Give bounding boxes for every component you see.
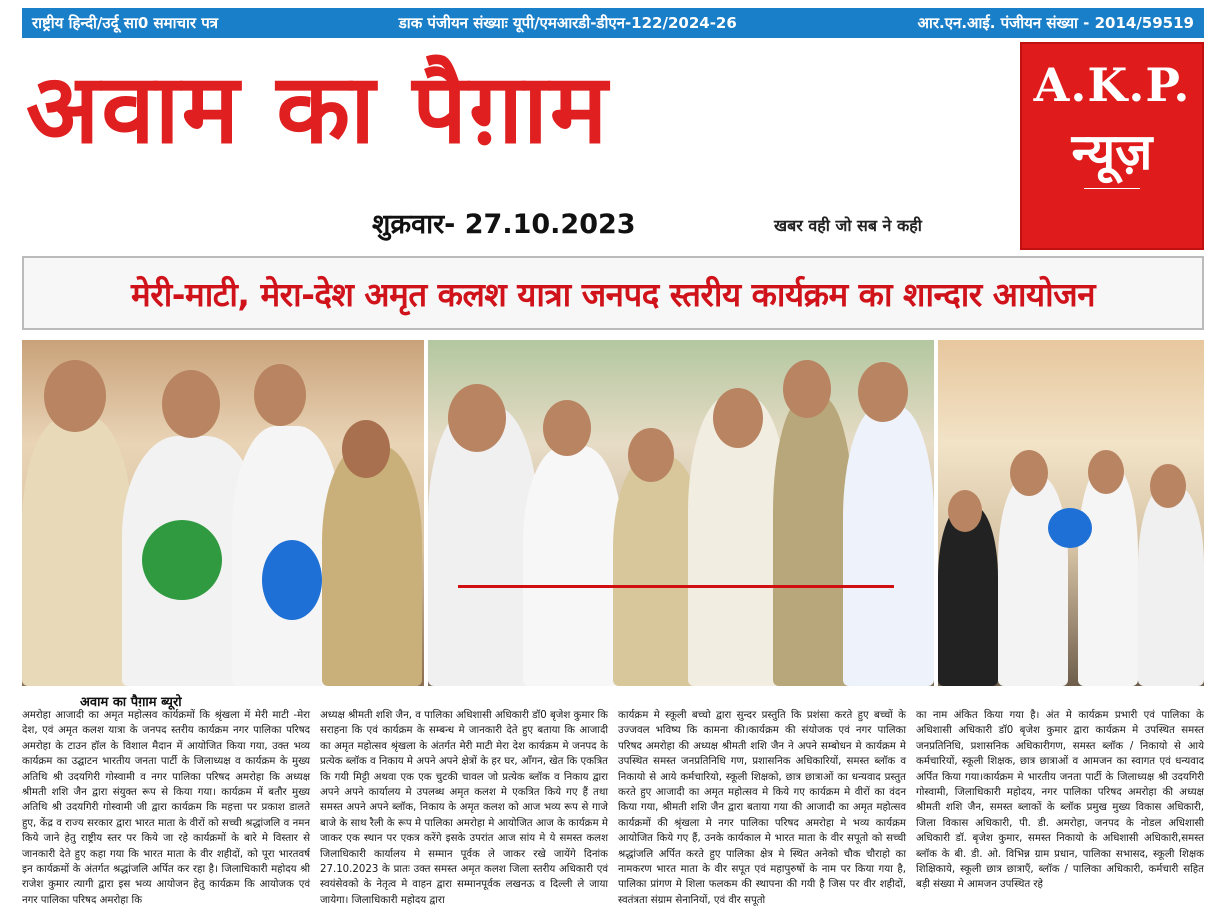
event-photo-1 xyxy=(22,340,424,686)
postal-registration: डाक पंजीयन संख्याः यूपी/एमआरडी-डीएन-122/2024-26 xyxy=(398,14,737,32)
akp-news-logo xyxy=(1020,42,1204,250)
article-column-1: अमरोहा आजादी का अमृत महोत्सव कार्यक्रमों कि श्रृंखला में मेरी माटी -मेरा देश, एवं अमृत कलश यात्रा के जनपद स्तरीय कार्यक्रम नगर पालिका परिषद अमरोहा के टाउन हॉल के विशाल मैदान में आयोजित किया गया, उक्त भव्य कार्यक्रम का उद्घाटन भारतीय जनता पार्टी के जिलाध्यक्ष व कार्यक्रम के मुख्य अतिथि श्री उदयगिरी गोस्वामी व नगर पालिका परिषद अमरोहा कि अध्यक्ष श्रीमती शशि जैन द्वारा संयुक्त रूप से किया गया। कार्यक्रम में बतौर मुख्य अतिथि श्री उदयगिरी गोस्वामी जी द्वारा कार्यक्रम कि महत्ता पर प्रकाश डालते हुए, केंद्र व राज्य सरकार द्वारा भारत माता के वीरों को सच्ची श्रद्धांजलि व नमन किये जाने हेतु राष्ट्रीय स्तर पर किये जा रहे कार्यक्रमों के बारे मे विस्तार से जानकारी देते हुए कहा गया कि भारत माता के वीर शहीदों, को पूरा भारतवर्ष इन कार्यक्रमों के अंतर्गत श्रद्धांजलि अर्पित कर रहा है। जिलाधिकारी महोदय श्री राजेश कुमार त्यागी द्वारा इस भव्य आयोजन हेतु कार्यक्रम कि आयोजक एवं नगर पालिका परिषद अमरोहा कि xyxy=(22,710,310,906)
photo-figure xyxy=(1138,486,1204,686)
photo-figure-head xyxy=(628,428,674,482)
amrit-kalash xyxy=(262,540,322,620)
amrit-kalash xyxy=(1048,508,1092,548)
logo-text-news: न्यूज़ xyxy=(1071,123,1153,181)
photo-figure-head xyxy=(713,388,763,448)
tagline: खबर वही जो सब ने कही xyxy=(774,216,922,235)
photo-figure xyxy=(1078,466,1138,686)
photo-figure xyxy=(22,416,132,686)
photo-figure xyxy=(523,446,623,686)
photo-figure-head xyxy=(342,420,390,478)
logo-text-akp: A.K.P. xyxy=(1033,58,1191,112)
photo-figure-head xyxy=(254,364,306,426)
top-info-bar xyxy=(22,8,1204,38)
logo-seal xyxy=(1084,188,1141,204)
event-photo-3 xyxy=(938,340,1204,686)
headline-box xyxy=(22,256,1204,330)
newspaper-type: राष्ट्रीय हिन्दी/उर्दू सा0 समाचार पत्र xyxy=(32,14,219,32)
photo-figure xyxy=(843,406,934,686)
article-column-4: का नाम अंकित किया गया है। अंत मे कार्यक्रम प्रभारी एवं पालिका के अधिशासी अधिकारी डॉ0 बृजेश कुमार द्वारा कार्यक्रम मे उपस्थित समस्त जनप्रतिनिधि, प्रशासनिक अधिकारीगण, समस्त ब्लॉक / निकायो से आये कर्मचारियों, स्कूली शिक्षक, छात्र छात्राओं व आमजन का स्वागत एवं धन्यवाद अर्पित किया गया।कार्यक्रम मे भारतीय जनता पार्टी के जिलाध्यक्ष श्री उदयगिरी गोस्वामी, जिलाधिकारी महोदय, नगर पालिका परिषद अमरोहा की अध्यक्ष श्रीमती शशि जैन, समस्त ब्लाकों के ब्लॉक प्रमुख मुख्य विकास अधिकारी, जिला विकास अधिकारी, पी. डी. अमरोहा, जनपद के नोडल अधिशासी अधिकारी डॉ. बृजेश कुमार, समस्त निकायो के अधिशासी अधिकारी,समस्त ब्लॉक के बी. डी. ओ. विभिन्न ग्राम प्रधान, पालिका सभासद, स्कूली शिक्षक शिक्षिकाये, स्कूली छात्र छात्राएँ, ब्लॉक / पालिका अधिकारी, कर्मचारी सहित बड़ी संख्या मे आमजन उपस्थित रहे xyxy=(916,710,1204,891)
photo-figure-head xyxy=(1150,464,1186,508)
byline: अवाम का पैग़ाम ब्यूरो xyxy=(80,695,182,710)
rni-registration: आर.एन.आई. पंजीयन संख्या - 2014/59519 xyxy=(917,14,1194,32)
photo-figure xyxy=(938,506,998,686)
masthead xyxy=(22,44,1012,244)
photo-figure-head xyxy=(162,370,220,438)
photo-figure xyxy=(773,396,853,686)
issue-date: शुक्रवार- 27.10.2023 xyxy=(372,209,636,240)
inauguration-ribbon xyxy=(458,585,894,588)
photo-figure-head xyxy=(1088,450,1124,494)
photo-figure-head xyxy=(543,400,591,456)
photo-figure-head xyxy=(948,490,982,532)
photo-figure xyxy=(322,446,422,686)
photo-figure xyxy=(998,476,1068,686)
photo-strip xyxy=(22,340,1204,686)
photo-figure-head xyxy=(44,360,106,432)
photo-figure-head xyxy=(1010,450,1048,496)
event-photo-2 xyxy=(428,340,934,686)
photo-figure-head xyxy=(448,384,506,452)
photo-figure-head xyxy=(783,360,831,418)
photo-figure-head xyxy=(858,362,908,422)
article-column-2: अध्यक्ष श्रीमती शशि जैन, व पालिका अधिशासी अधिकारी डॉ0 बृजेश कुमार कि सराहना कि एवं कार्यक्रम के सम्बन्ध मे जानकारी देते हुए बताया कि आजादी का अमृत महोत्सव श्रृंखला के अंतर्गत मेरी माटी मेरा देश कार्यक्रम मे जनपद के प्रत्येक ब्लॉक व निकाय मे अपने अपने क्षेत्रों के हर घर, आँगन, खेत कि एकत्रित कि गयी मिट्टी अथवा एक एक चुटकी चावल जो प्रत्येक ब्लॉक व निकाय द्वारा अपने अपने कार्यालय मे उपलब्ध अमृत कलश मे एकत्रित किये गए हैं तथा समस्त अपने अपने ब्लॉक, निकाय के अमृत कलश को आज भव्य रूप से गाजे बाजे के साथ रैली के रूप मे पालिका अमरोहा मे आयोजित आज के कार्यक्रम मे जाकर एक स्थान पर एकत्र करेंगे इसके उपरांत आज सांय मे ये समस्त कलश जिलाधिकारी कार्यालय मे सम्मान पूर्वक ले जाकर रखे जायेंगे दिनांक 27.10.2023 के प्रातः उक्त समस्त अमृत कलश जिला स्तरीय अधिकारी एवं स्वयंसेवको के नेतृत्व मे वाहन द्वारा सम्मानपूर्वक लखनऊ व दिल्ली ले जाया जायेगा। जिलाधिकारी महोदय द्वारा xyxy=(320,710,608,906)
article-body xyxy=(22,708,1204,906)
newspaper-title: अवाम का पैग़ाम xyxy=(26,52,610,165)
article-column-3: कार्यक्रम मे स्कूली बच्चो द्वारा सुन्दर प्रस्तुति कि प्रशंसा करते हुए बच्चों के उज्जवल भविष्य कि कामना की।कार्यक्रम की संयोजक एवं नगर पालिका परिषद अमरोहा की अध्यक्ष श्रीमती शशि जैन ने अपने सम्बोधन मे कार्यक्रम मे उपस्थित समस्त जनप्रतिनिधि गण, प्रशासनिक अधिकारियों, समस्त ब्लॉक व निकायो से आये कर्मचारियो, स्कूली शिक्षको, छात्र छात्राओं का धन्यवाद प्रस्तुत करते हुए आजादी का अमृत महोत्सव मे किये गए कार्यक्रम मे वीरों का वंदन किया गया, श्रीमती शशि जैन द्वारा बताया गया की आजादी का अमृत महोत्सव कार्यक्रमों की श्रृंखला मे नगर पालिका परिषद अमरोहा मे भव्य कार्यक्रम आयोजित किये गए हैं, उनके कार्यकाल मे भारत माता के वीर सपूतो को सच्ची श्रद्धांजलि अर्पित करते हुए पालिका क्षेत्र मे स्थित अनेको चौक चौराहो का नामकरण भारत माता के वीर सपूत एवं महापुरुषों के नाम पर किया गया है, पालिका प्रांगण मे शिला फलकम की स्थापना की गयी है जिस पर वीर शहीदों, स्वतंत्रता संग्राम सेनानियों, एवं वीर सपूतो xyxy=(618,710,906,906)
amrit-kalash xyxy=(142,520,222,600)
main-headline: मेरी-माटी, मेरा-देश अमृत कलश यात्रा जनपद स्तरीय कार्यक्रम का शान्दार आयोजन xyxy=(130,274,1096,314)
